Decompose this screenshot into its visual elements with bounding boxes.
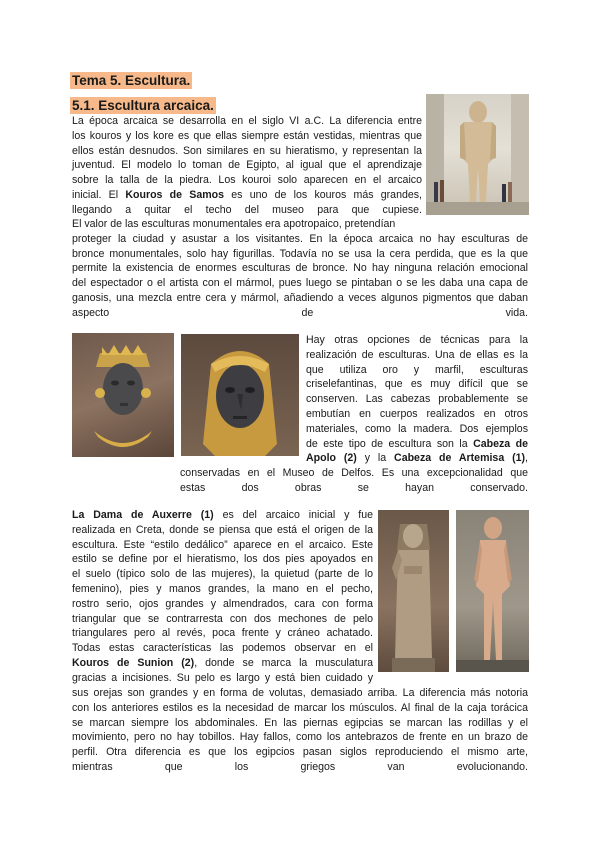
cabeza-apolo-image [181, 334, 299, 456]
text-line: llegando a quitar el techo del museo para que cupiese. [72, 203, 422, 216]
paragraph-monumental [72, 217, 528, 321]
text-line: perfil. Otra diferencia es que los egipcios pasan siglos reproduciendo el mismo arte, [72, 746, 528, 759]
kouros-sunion-title: Kouros de Sunion (2) [72, 656, 195, 669]
text-line [72, 188, 422, 203]
text-line: Todas estas características las podemos observar en el [72, 642, 373, 655]
dama-auxerre-image [378, 510, 449, 672]
text-line: El valor de las esculturas monumentales era apotropaico, pretendían [72, 218, 396, 230]
section-heading: 5.1. Escultura arcaica. [72, 98, 214, 113]
paragraph-criselefantinas-continued [180, 466, 528, 496]
text-line: juventud. El modelo lo toman de Egipto, al igual que el aprendizaje [72, 159, 422, 172]
text-line: materiales, como la madera. Dos ejemplos [306, 422, 528, 435]
text-line: proteger la ciudad y asustar a los visitantes. En la época arcaica no hay esculturas de [72, 232, 528, 245]
apolo-head-illustration [181, 334, 299, 456]
text-line: femenino), pies y manos grandes, la mano en el pecho, [72, 582, 373, 595]
dama-auxerre-illustration [378, 510, 449, 672]
paragraph-comparison [72, 686, 528, 775]
text-line: movimiento, pero no hay tobillos. Hay fallos, como los antebrazos de frente en un brazo de [72, 731, 528, 744]
text-line: los kouros y los kore es que ellas siempre están vestidas, mientras que [72, 129, 422, 142]
text-line: mientras que los griegos van evolucionando. [72, 760, 528, 773]
text-line: con los anteriores estilos es la necesidad de marcar los músculos. Al final de la caja torácica [72, 701, 528, 714]
artemisa-head-illustration [72, 333, 174, 457]
text-line: Hay otras opciones de técnicas para la [306, 334, 528, 346]
dama-auxerre-title: La Dama de Auxerre (1) [72, 509, 214, 521]
text-line: bronce monumentales, solo hay figurillas. Todavía no se usa la cera perdida, que es la que [72, 247, 528, 260]
text-line: criselefantinas, que es muy difícil que se [306, 378, 528, 391]
paragraph-intro [72, 114, 422, 218]
text-line: escultura. Este “estilo dedálico” aparece en el arcaico. Este [72, 538, 373, 551]
text-run: inicial. El [72, 188, 126, 201]
text-line: permite la existencia de enormes esculturas de bronce. No hay ninguna relación emocional [72, 262, 528, 275]
text-line: ganosis, una mezcla entre cera y mármol, añadiendo a veces algunos pigmentos que daban [72, 291, 528, 304]
text-line: realización de esculturas. Una de ellas es la [306, 348, 528, 361]
cabeza-artemisa-image [72, 333, 174, 457]
text-run: de este tipo de escultura son la [306, 437, 474, 450]
paragraph-dama-auxerre [72, 508, 373, 686]
text-line: del espectador o el artista con el mármol, pues luego se pintaban o se les daba una capa de [72, 277, 528, 290]
text-line [72, 656, 373, 671]
text-line: La época arcaica se desarrolla en el siglo VI a.C. La diferencia entre [72, 115, 422, 127]
text-line: aspecto de vida. [72, 306, 528, 319]
text-line: conservadas en el Museo de Delfos. Es una excepcionalidad que [180, 467, 528, 479]
text-line: gracias a incisiones. Su pelo es largo y está bien cuidado y [72, 671, 373, 684]
text-line: triangulares pero al revés, poca frente y cráneo achatado. [72, 627, 373, 640]
text-run: , [525, 452, 528, 465]
kouros-statue-illustration [426, 94, 529, 215]
text-line: el suelo (típico solo de las mujeres), la quietud (parte de lo [72, 568, 373, 581]
paragraph-criselefantinas [306, 333, 528, 466]
text-line: que utiliza oro y marfil, esculturas [306, 363, 528, 376]
cabeza-apolo-title: Cabeza de [473, 437, 528, 450]
text-line: sus orejas son grandes y en forma de volutas, demasiado arriba. La diferencia más notoria [72, 687, 528, 699]
text-line: ellos están desnudos. Son similares en su hieratismo, y representan la [72, 144, 422, 157]
kouros-sunion-illustration [456, 510, 529, 672]
text-run: y la [356, 452, 395, 465]
text-line: realizada en Creta, donde se piensa que está el origen de la [72, 523, 373, 536]
text-line: embutían en cuerpos realizados en otros [306, 407, 528, 420]
text-line [306, 437, 528, 452]
text-line: estilo se define por el hieratismo, los dos pies apoyados en [72, 553, 373, 566]
text-line: sobre la talla de la piedra. Los kouroi solo aparecen en el arcaico [72, 174, 422, 187]
kouros-samos-title: Kouros de Samos [125, 188, 225, 201]
text-line: se marcan siempre los abdominales. En las piernas egipcias se marcan las rodillas y el [72, 716, 528, 729]
text-line [306, 451, 528, 466]
kouros-samos-image [426, 94, 529, 215]
text-line: rostro serio, ojos grandes y almendrados, cara con forma [72, 597, 373, 610]
text-line: estas dos obras se hayan conservado. [180, 481, 528, 494]
text-run: es del arcaico inicial y fue [213, 509, 374, 521]
text-line: conserven. Las cabezas probablemente se [306, 393, 528, 406]
text-run: , donde se marca la musculatura [194, 656, 373, 669]
text-line: triangular que se contrarresta con dos mechones de pelo [72, 612, 373, 625]
kouros-sunion-image [456, 510, 529, 672]
cabeza-apolo-title: Apolo (2) [306, 452, 357, 465]
text-run: es uno de los kouros más grandes, [224, 188, 422, 201]
page-title: Tema 5. Escultura. [72, 73, 191, 88]
text-line [72, 508, 373, 523]
cabeza-artemisa-title: Cabeza de Artemisa (1) [394, 452, 526, 465]
